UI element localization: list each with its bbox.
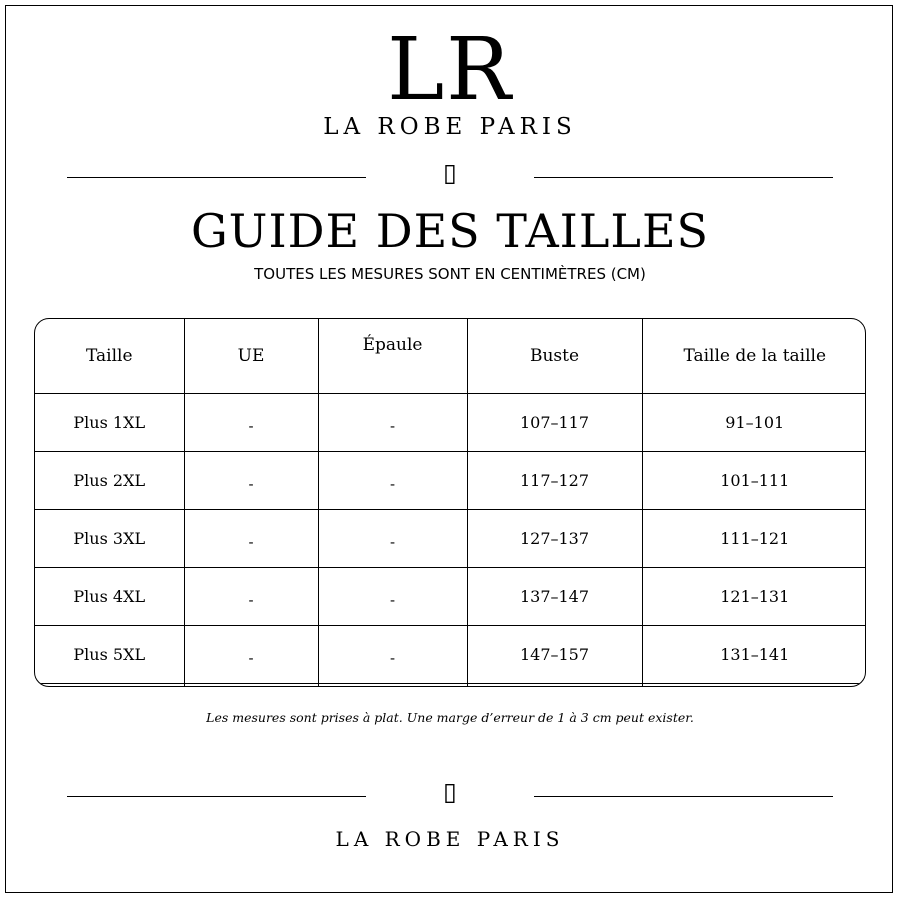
table-cell <box>467 684 642 688</box>
table-cell: - <box>318 510 467 568</box>
table-cell <box>318 684 467 688</box>
table-cell: - <box>318 626 467 684</box>
column-header: Épaule <box>318 319 467 394</box>
page-subtitle: TOUTES LES MESURES SONT EN CENTIMÈTRES (CM) <box>254 265 646 283</box>
brand-logo: LR <box>387 20 513 120</box>
column-header: UE <box>184 319 318 394</box>
table-cell <box>35 684 184 688</box>
table-row <box>35 684 866 688</box>
table-cell: 147–157 <box>467 626 642 684</box>
table-cell: - <box>318 568 467 626</box>
table-cell: - <box>184 626 318 684</box>
table-cell: - <box>318 452 467 510</box>
table-cell <box>184 684 318 688</box>
table-cell: 111–121 <box>642 510 866 568</box>
ornament-icon-top: ▯ <box>443 158 457 187</box>
table-cell: - <box>184 394 318 452</box>
page-title: GUIDE DES TAILLES <box>190 204 710 258</box>
column-header: Taille de la taille <box>642 319 866 394</box>
table-cell: - <box>184 452 318 510</box>
table-cell: Plus 5XL <box>35 626 184 684</box>
divider-right-top <box>534 177 833 178</box>
brand-name-bottom: LA ROBE PARIS <box>335 827 565 851</box>
column-header: Buste <box>467 319 642 394</box>
brand-name-top: LA ROBE PARIS <box>323 114 577 140</box>
table-cell <box>642 684 866 688</box>
ornament-icon-bottom: ▯ <box>443 777 457 806</box>
table-row <box>35 452 866 510</box>
table-cell: 127–137 <box>467 510 642 568</box>
table-cell: Plus 4XL <box>35 568 184 626</box>
table-row <box>35 510 866 568</box>
table-row <box>35 394 866 452</box>
size-table <box>34 318 866 687</box>
divider-left-bottom <box>67 796 366 797</box>
table-cell: - <box>318 394 467 452</box>
table-cell: 91–101 <box>642 394 866 452</box>
column-header: Taille <box>35 319 184 394</box>
table-header-row <box>35 319 866 394</box>
divider-left-top <box>67 177 366 178</box>
divider-right-bottom <box>534 796 833 797</box>
measurement-note: Les mesures sont prises à plat. Une marge d’erreur de 1 à 3 cm peut exister. <box>206 710 694 725</box>
table-cell: 101–111 <box>642 452 866 510</box>
table-cell: - <box>184 568 318 626</box>
table-cell: 107–117 <box>467 394 642 452</box>
table-row <box>35 568 866 626</box>
table-cell: 137–147 <box>467 568 642 626</box>
table-cell: 117–127 <box>467 452 642 510</box>
table-cell: Plus 2XL <box>35 452 184 510</box>
table-cell: - <box>184 510 318 568</box>
table-row <box>35 626 866 684</box>
table-cell: 131–141 <box>642 626 866 684</box>
table-cell: 121–131 <box>642 568 866 626</box>
table-cell: Plus 3XL <box>35 510 184 568</box>
table-cell: Plus 1XL <box>35 394 184 452</box>
